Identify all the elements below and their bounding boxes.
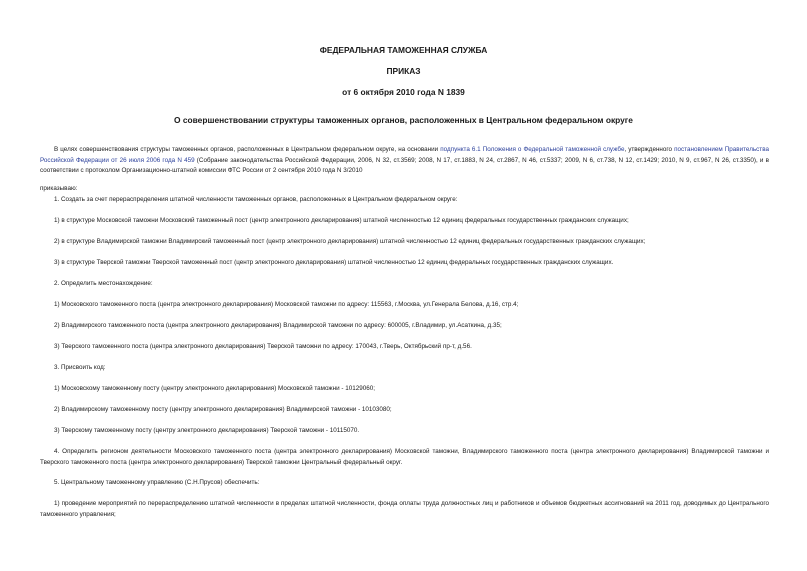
item-2: 2. Определить местонахождение: xyxy=(54,280,153,287)
item-1-1: 1) в структуре Московской таможни Московский таможенный пост (центр электронного декларирования) штатной численностью 12 единиц федеральных государственных гражданских служащих; xyxy=(54,217,629,224)
item-2-3: 3) Тверского таможенного поста (центра электронного декларирования) Тверской таможни по адресу: 170043, г.Тверь, Октябрьский пр-т, д.56. xyxy=(54,343,472,350)
doc-subject: О совершенствовании структуры таможенных органов, расположенных в Центральном федеральном округе xyxy=(174,115,633,125)
item-3-3: 3) Тверскому таможенному посту (центру электронного декларирования) Тверской таможни - 10115070. xyxy=(54,427,360,434)
item-2-2: 2) Владимирского таможенного поста (центра электронного декларирования) Владимирской таможни по адресу: 600005, г.Владимир, ул.Асаткина, д.35; xyxy=(54,322,502,329)
link-regulation-subpoint[interactable]: подпункта 6.1 Положения о Федеральной таможенной службе xyxy=(440,146,625,153)
order-word: приказываю: xyxy=(40,185,78,192)
doc-type-title: ПРИКАЗ xyxy=(386,66,421,76)
item-3-2: 2) Владимирскому таможенному посту (центру электронного декларирования) Владимирской таможни - 10103080; xyxy=(54,406,392,413)
item-3: 3. Присвоить код: xyxy=(54,364,106,371)
item-1-3: 3) в структуре Тверской таможни Тверской таможенный пост (центр электронного декларирования) штатной численностью 12 единиц федеральных государственных гражданских служащих. xyxy=(54,259,614,266)
item-1: 1. Создать за счет перераспределения штатной численности таможенных органов, расположенных в Центральном федеральном округе: xyxy=(54,196,458,203)
item-4: 4. Определить регионом деятельности Московского таможенного поста (центра электронного декларирования) Московской таможни, Владимирского таможенного поста (центра электронного декларирования) Владимирской таможни и Тверского таможенного поста (центра электронного декларирования) Тверской таможни Центральный федеральный округ. xyxy=(40,448,769,466)
preamble-paragraph xyxy=(40,145,769,177)
agency-title: ФЕДЕРАЛЬНАЯ ТАМОЖЕННАЯ СЛУЖБА xyxy=(319,45,488,55)
item-5: 5. Центральному таможенному управлению (С.Н.Прусов) обеспечить: xyxy=(54,479,260,486)
preamble-text-a: В целях совершенствования структуры таможенных органов, расположенных в Центральном федеральном округе, на основании xyxy=(54,146,441,153)
item-2-1: 1) Московского таможенного поста (центра электронного декларирования) Московской таможни по адресу: 115563, г.Москва, ул.Генерала Белова, д.16, стр.4; xyxy=(54,301,519,308)
link-government-decree[interactable]: постановлением Правительства Российской Федерации от 26 июля 2006 года N 459 xyxy=(40,146,769,164)
doc-date-number: от 6 октября 2010 года N 1839 xyxy=(342,87,465,97)
item-5-1: 1) проведение мероприятий по перераспределению штатной численности в пределах штатной численности, фонда оплаты труда должностных лиц и работников и объемов бюджетных ассигнований на 2011 год, доводимых до Центрального таможенного управления; xyxy=(40,500,769,518)
item-3-1: 1) Московскому таможенному посту (центру электронного декларирования) Московской таможни - 10129060; xyxy=(54,385,375,392)
item-1-2: 2) в структуре Владимирской таможни Владимирский таможенный пост (центр электронного декларирования) штатной численностью 12 единиц федеральных государственных гражданских служащих; xyxy=(54,238,646,245)
preamble-text-c: (Собрание законодательства Российской Федерации, 2006, N 32, ст.3569; 2008, N 17, ст.1883, N 24, ст.2867, N 46, ст.5337; 2009, N 6, ст.738, N 12, ст.1429; 2010, N 9, ст.967, N 26, ст.3350), и в соответствии с протоколом Организационно-штатной комиссии ФТС России от 2 сентября 2010 года N 3/2010 xyxy=(40,156,769,174)
preamble-text-b: , утвержденного xyxy=(624,146,675,153)
